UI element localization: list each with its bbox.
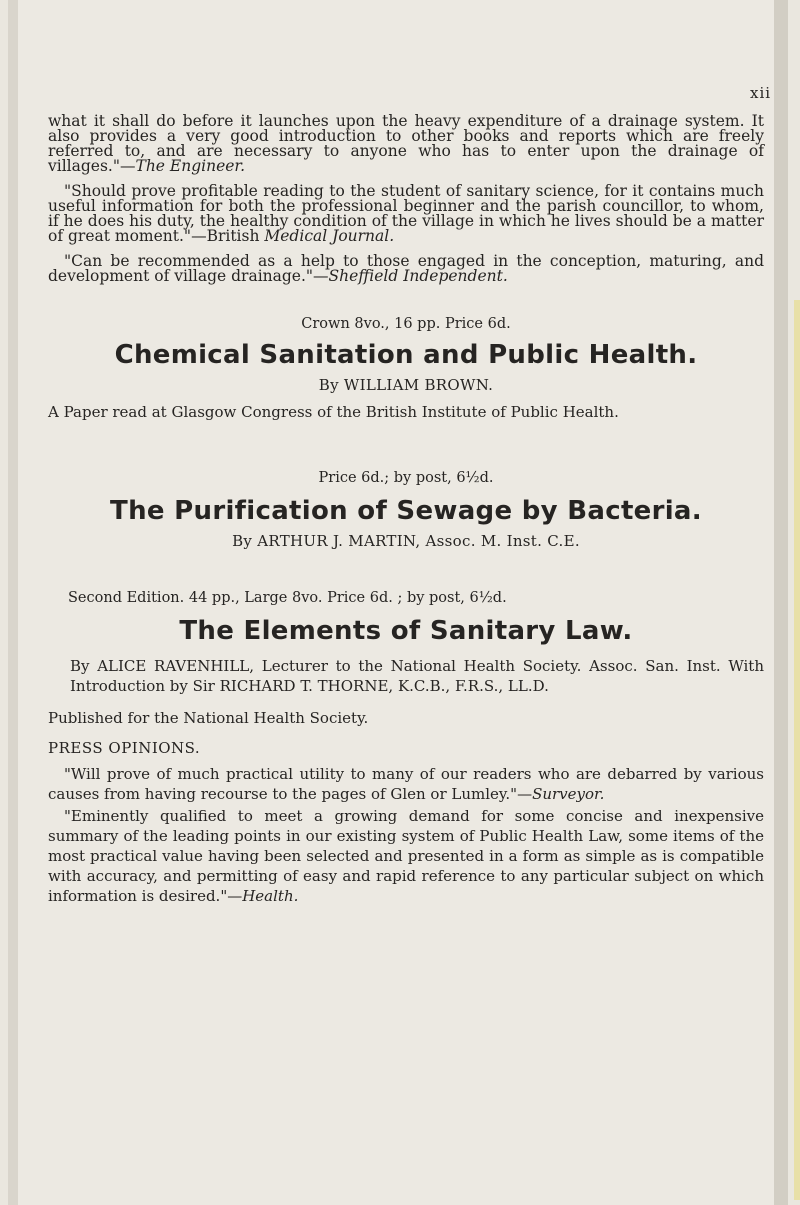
book1-description: A Paper read at Glasgow Congress of the British Institute of Public Health. — [48, 403, 619, 421]
book2-author: By ARTHUR J. MARTIN, Assoc. M. Inst. C.E. — [232, 532, 580, 550]
review-source: Medical Journal. — [264, 227, 395, 245]
page-content — [48, 84, 764, 906]
review-engineer: what it shall do before it launches upon the heavy expenditure of a drainage system. It also provides a very good introduction to other books and reports which are freely referred to, and are necessary to anyone who has to enter upon the drainage of villages."—The Engineer. — [48, 112, 764, 175]
opinion-source: Health. — [242, 887, 299, 905]
book1-author: By WILLIAM BROWN. — [318, 376, 494, 394]
page-right-edge — [774, 0, 788, 1205]
opinion-health: "Eminently qualified to meet a growing demand for some concise and inexpensive summary of the leading points in our existing system of Public Health Law, some items of the most practical value having been selected and presented in a form as simple as is compatible with accuracy, and permitting of easy and rapid reference to any particular subject on which information is desired."—Health. — [48, 807, 764, 905]
book1-title: Chemical Sanitation and Public Health. — [114, 340, 698, 370]
book1-meta: Crown 8vo., 16 pp. Price 6d. — [301, 316, 511, 332]
review-sheffield: "Can be recommended as a help to those engaged in the conception, maturing, and development of village drainage."—Sheffield Independent. — [48, 252, 764, 285]
page-number: xii — [750, 84, 772, 102]
book2-title: The Purification of Sewage by Bacteria. — [110, 496, 702, 526]
book3-meta: Second Edition. 44 pp., Large 8vo. Price 6d. ; by post, 6½d. — [68, 590, 507, 606]
review-source: Sheffield Independent. — [328, 267, 508, 285]
book3-title: The Elements of Sanitary Law. — [179, 616, 633, 646]
page-stain — [794, 300, 800, 1200]
book3-published: Published for the National Health Society. — [48, 709, 369, 727]
opinion-source: Surveyor. — [532, 785, 605, 803]
book3-author: By ALICE RAVENHILL, Lecturer to the National Health Society. Assoc. San. Inst. With Introduction by Sir RICHARD T. THORNE, K.C.B., F.R.S., LL.D. — [70, 657, 764, 695]
page-left-edge — [8, 0, 18, 1205]
press-opinions-heading: PRESS OPINIONS. — [48, 739, 201, 757]
review-source: The Engineer. — [135, 157, 246, 175]
review-bmj: "Should prove profitable reading to the student of sanitary science, for it contains much useful information for both the professional beginner and the parish councillor, to whom, if he does his duty, the healthy condition of the village in which he lives should be a matter of great moment."—British Medical Journal. — [48, 182, 764, 245]
opinion-surveyor: "Will prove of much practical utility to many of our readers who are debarred by various causes from having recourse to the pages of Glen or Lumley."—Surveyor. — [48, 765, 764, 803]
book2-meta: Price 6d.; by post, 6½d. — [318, 470, 494, 486]
